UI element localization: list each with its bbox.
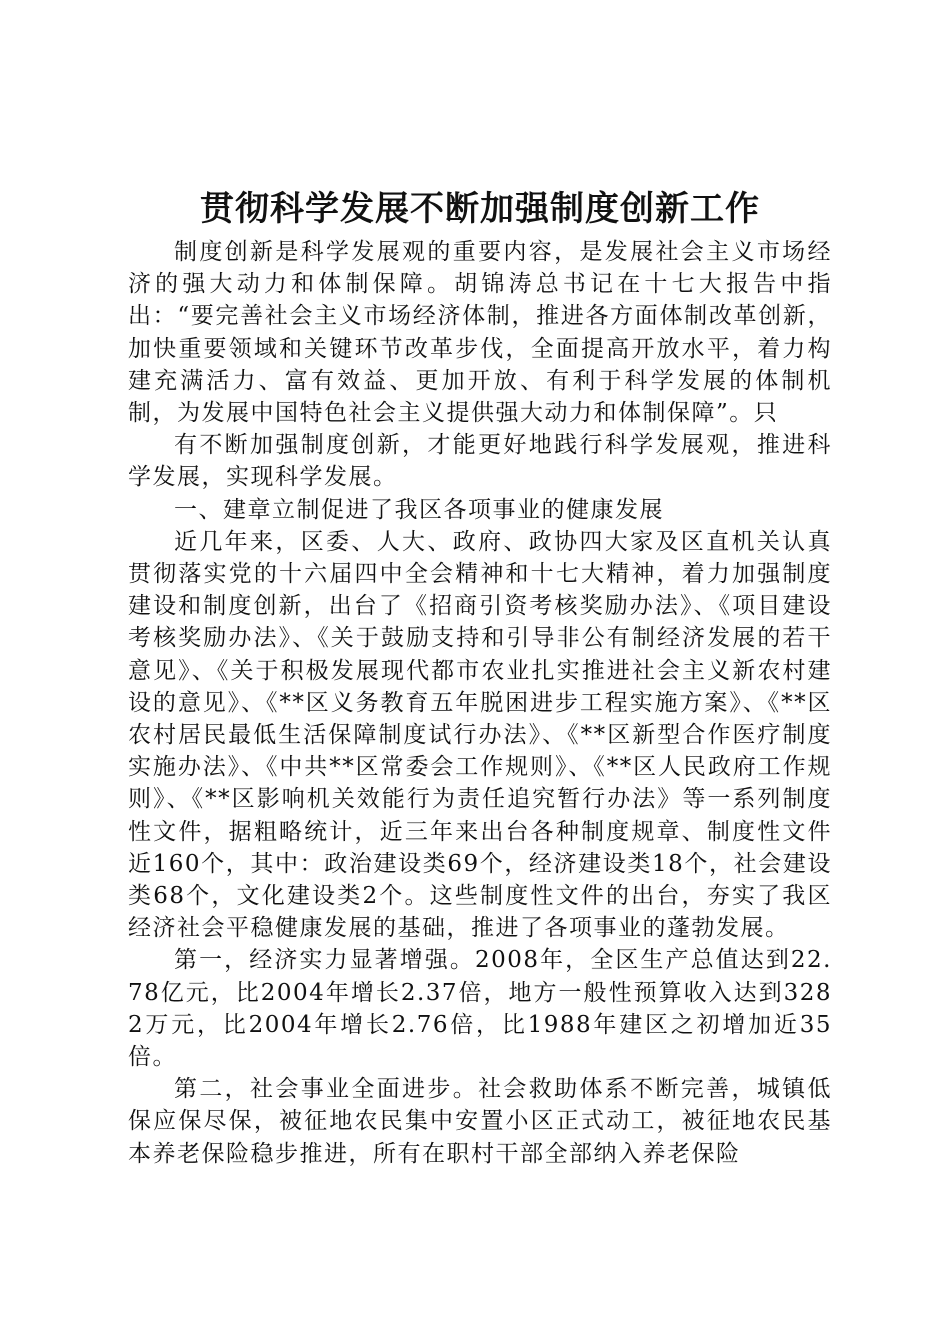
paragraph-economy: 第一，经济实力显著增强。2008年，全区生产总值达到22.78亿元，比2004年增长2.37倍，地方一般性预算收入达到3282万元，比2004年增长2.76倍，比1988年建区之初增加近35倍。 bbox=[128, 947, 832, 1071]
document-title: 贯彻科学发展不断加强制度创新工作 bbox=[200, 189, 760, 229]
paragraph-intro: 制度创新是科学发展观的重要内容，是发展社会主义市场经济的强大动力和体制保障。胡锦涛总书记在十七大报告中指出：“要完善社会主义市场经济体制，推进各方面体制改革创新，加快重要领域和关键环节改革步伐，全面提高开放水平，着力构建充满活力、富有效益、更加开放、有利于科学发展的体制机制，为发展中国特色社会主义提供强大动力和体制保障”。只 bbox=[128, 239, 832, 427]
paragraph-continuation: 有不断加强制度创新，才能更好地践行科学发展观，推进科学发展，实现科学发展。 bbox=[128, 432, 832, 491]
document-body bbox=[128, 186, 832, 1170]
paragraph-institutions: 近几年来，区委、人大、政府、政协四大家及区直机关认真贯彻落实党的十六届四中全会精神和十七大精神，着力加强制度建设和制度创新，出台了《招商引资考核奖励办法》、《项目建设考核奖励办法》、《关于鼓励支持和引导非公有制经济发展的若干意见》、《关于积极发展现代都市农业扎实推进社会主义新农村建设的意见》、《**区义务教育五年脱困进步工程实施方案》、《**区农村居民最低生活保障制度试行办法》、《**区新型合作医疗制度实施办法》、《中共**区常委会工作规则》、《**区人民政府工作规则》、《**区影响机关效能行为责任追究暂行办法》等一系列制度性文件，据粗略统计，近三年来出台各种制度规章、制度性文件近160个，其中：政治建设类69个，经济建设类18个，社会建设类68个，文化建设类2个。这些制度性文件的出台，夯实了我区经济社会平稳健康发展的基础，推进了各项事业的蓬勃发展。 bbox=[128, 528, 832, 942]
paragraph-social: 第二，社会事业全面进步。社会救助体系不断完善，城镇低保应保尽保，被征地农民集中安置小区正式动工，被征地农民基本养老保险稳步推进，所有在职村干部全部纳入养老保险 bbox=[128, 1076, 832, 1167]
section-heading-1: 一、建章立制促进了我区各项事业的健康发展 bbox=[174, 496, 664, 523]
